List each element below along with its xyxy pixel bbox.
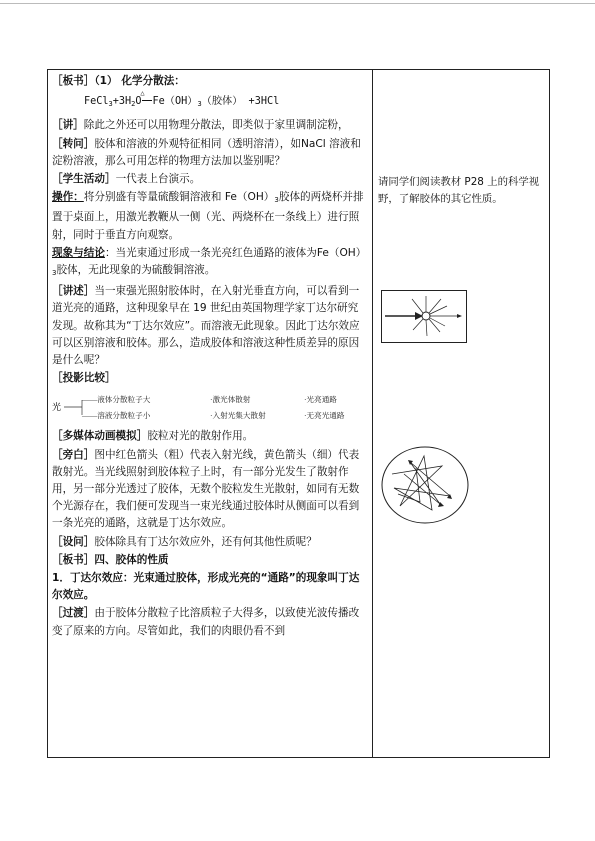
projection-row1-a: ——液体分散粒子大 [82, 395, 151, 405]
transition-question: ［转问］胶体和溶液的外观特征相同（透明溶清），如NaCl 溶液和淀粉溶液，那么可用怎样的物理方法加以鉴别呢？ [52, 137, 361, 167]
phenomenon-paragraph: 现象与结论：当光束通过形成一条光亮红色通路的液体为$Fe(OH)_3$胶体，无此现象的为硫酸铜溶液。 [52, 246, 367, 278]
operation-paragraph: 操作：将分别盛有等量硫酸铜溶液和 $Fe(OH)_3$胶体的两烧杯并排置于桌面上，用激光教鞭从一侧（光、两烧杯在一条线上）进行照射，同时于垂直方向观察。 [52, 191, 364, 241]
column-divider [372, 70, 373, 757]
lecture-paragraph: ［讲述］当一束强光照射胶体时，在入射光垂直方向，可以看到一道光亮的通路，这种现象早在 19 世纪由英国物理学家丁达尔研究发现。故称其为“丁达尔效应”。而溶液无此现象。因此丁达尔效应可以区别溶液和胶体。那么，造成胶体和溶液这种性质差异的原因是什么呢？ [52, 285, 360, 367]
question-paragraph: ［设问］胶体除具有丁达尔效应外，还有何其他性质呢？ [52, 535, 317, 548]
projection-row2-c: ·无亮光通路 [304, 411, 345, 421]
aside-paragraph: ［旁白］图中红色箭头（粗）代表入射光线，黄色箭头（细）代表散射光。当光线照射到胶体粒子上时，有一部分光发生了散射作用，另一部分光透过了胶体，无数个胶粒发生光散射，如同有无数个光源存在，我们便可发现当一束光线通过胶体时从侧面可以看到一条光亮的通路，这就是丁达尔效应。 [52, 448, 360, 530]
board-heading-1: ［板书］（1） 化学分散法： [52, 75, 185, 87]
multimedia-paragraph: ［多媒体动画模拟］胶粒对光的散射作用。 [52, 430, 254, 443]
board-heading-2: ［板书］四、胶体的性质 [52, 553, 169, 566]
lesson-table [47, 69, 550, 758]
student-activity: ［学生活动］一代表上台演示。 [52, 173, 201, 186]
side-note: 请同学们阅读教材 P28 上的科学视野，了解胶体的其它性质。 [378, 176, 540, 205]
projection-row2-b: ·入射光集大散射 [210, 411, 266, 421]
main-column [52, 73, 368, 641]
projection-comparison-figure [52, 390, 368, 424]
colloid-particle-scattering-diagram [380, 444, 470, 526]
heat-arrow: △ [140, 89, 145, 98]
projection-row1-c: ·光亮通路 [304, 395, 337, 405]
projection-row1-b: ·激光体散射 [210, 395, 251, 405]
chemical-equation: $FeCl_3+3H_2O$ △ $Fe(OH)_3$（胶体） +3HCl [52, 93, 368, 113]
talk-paragraph: ［讲］除此之外还可以用物理分散法，即类似于家里调制淀粉， [52, 119, 349, 132]
tyndall-definition: 1．丁达尔效应：光束通过胶体，形成光亮的“通路”的现象叫丁达尔效应。 [52, 572, 360, 602]
page-top-rule [0, 3, 595, 4]
light-scattering-diagram [381, 290, 467, 343]
transition-paragraph: ［过渡］由于胶体分散粒子比溶质粒子大得多，以致使光波传播改变了原来的方向。尽管如此，我们的肉眼仍看不到 [52, 607, 360, 637]
light-label: 光 [52, 402, 62, 413]
projection-heading: ［投影比较］ [52, 372, 116, 385]
projection-row2-a: ——溶液分散粒子小 [82, 411, 151, 421]
